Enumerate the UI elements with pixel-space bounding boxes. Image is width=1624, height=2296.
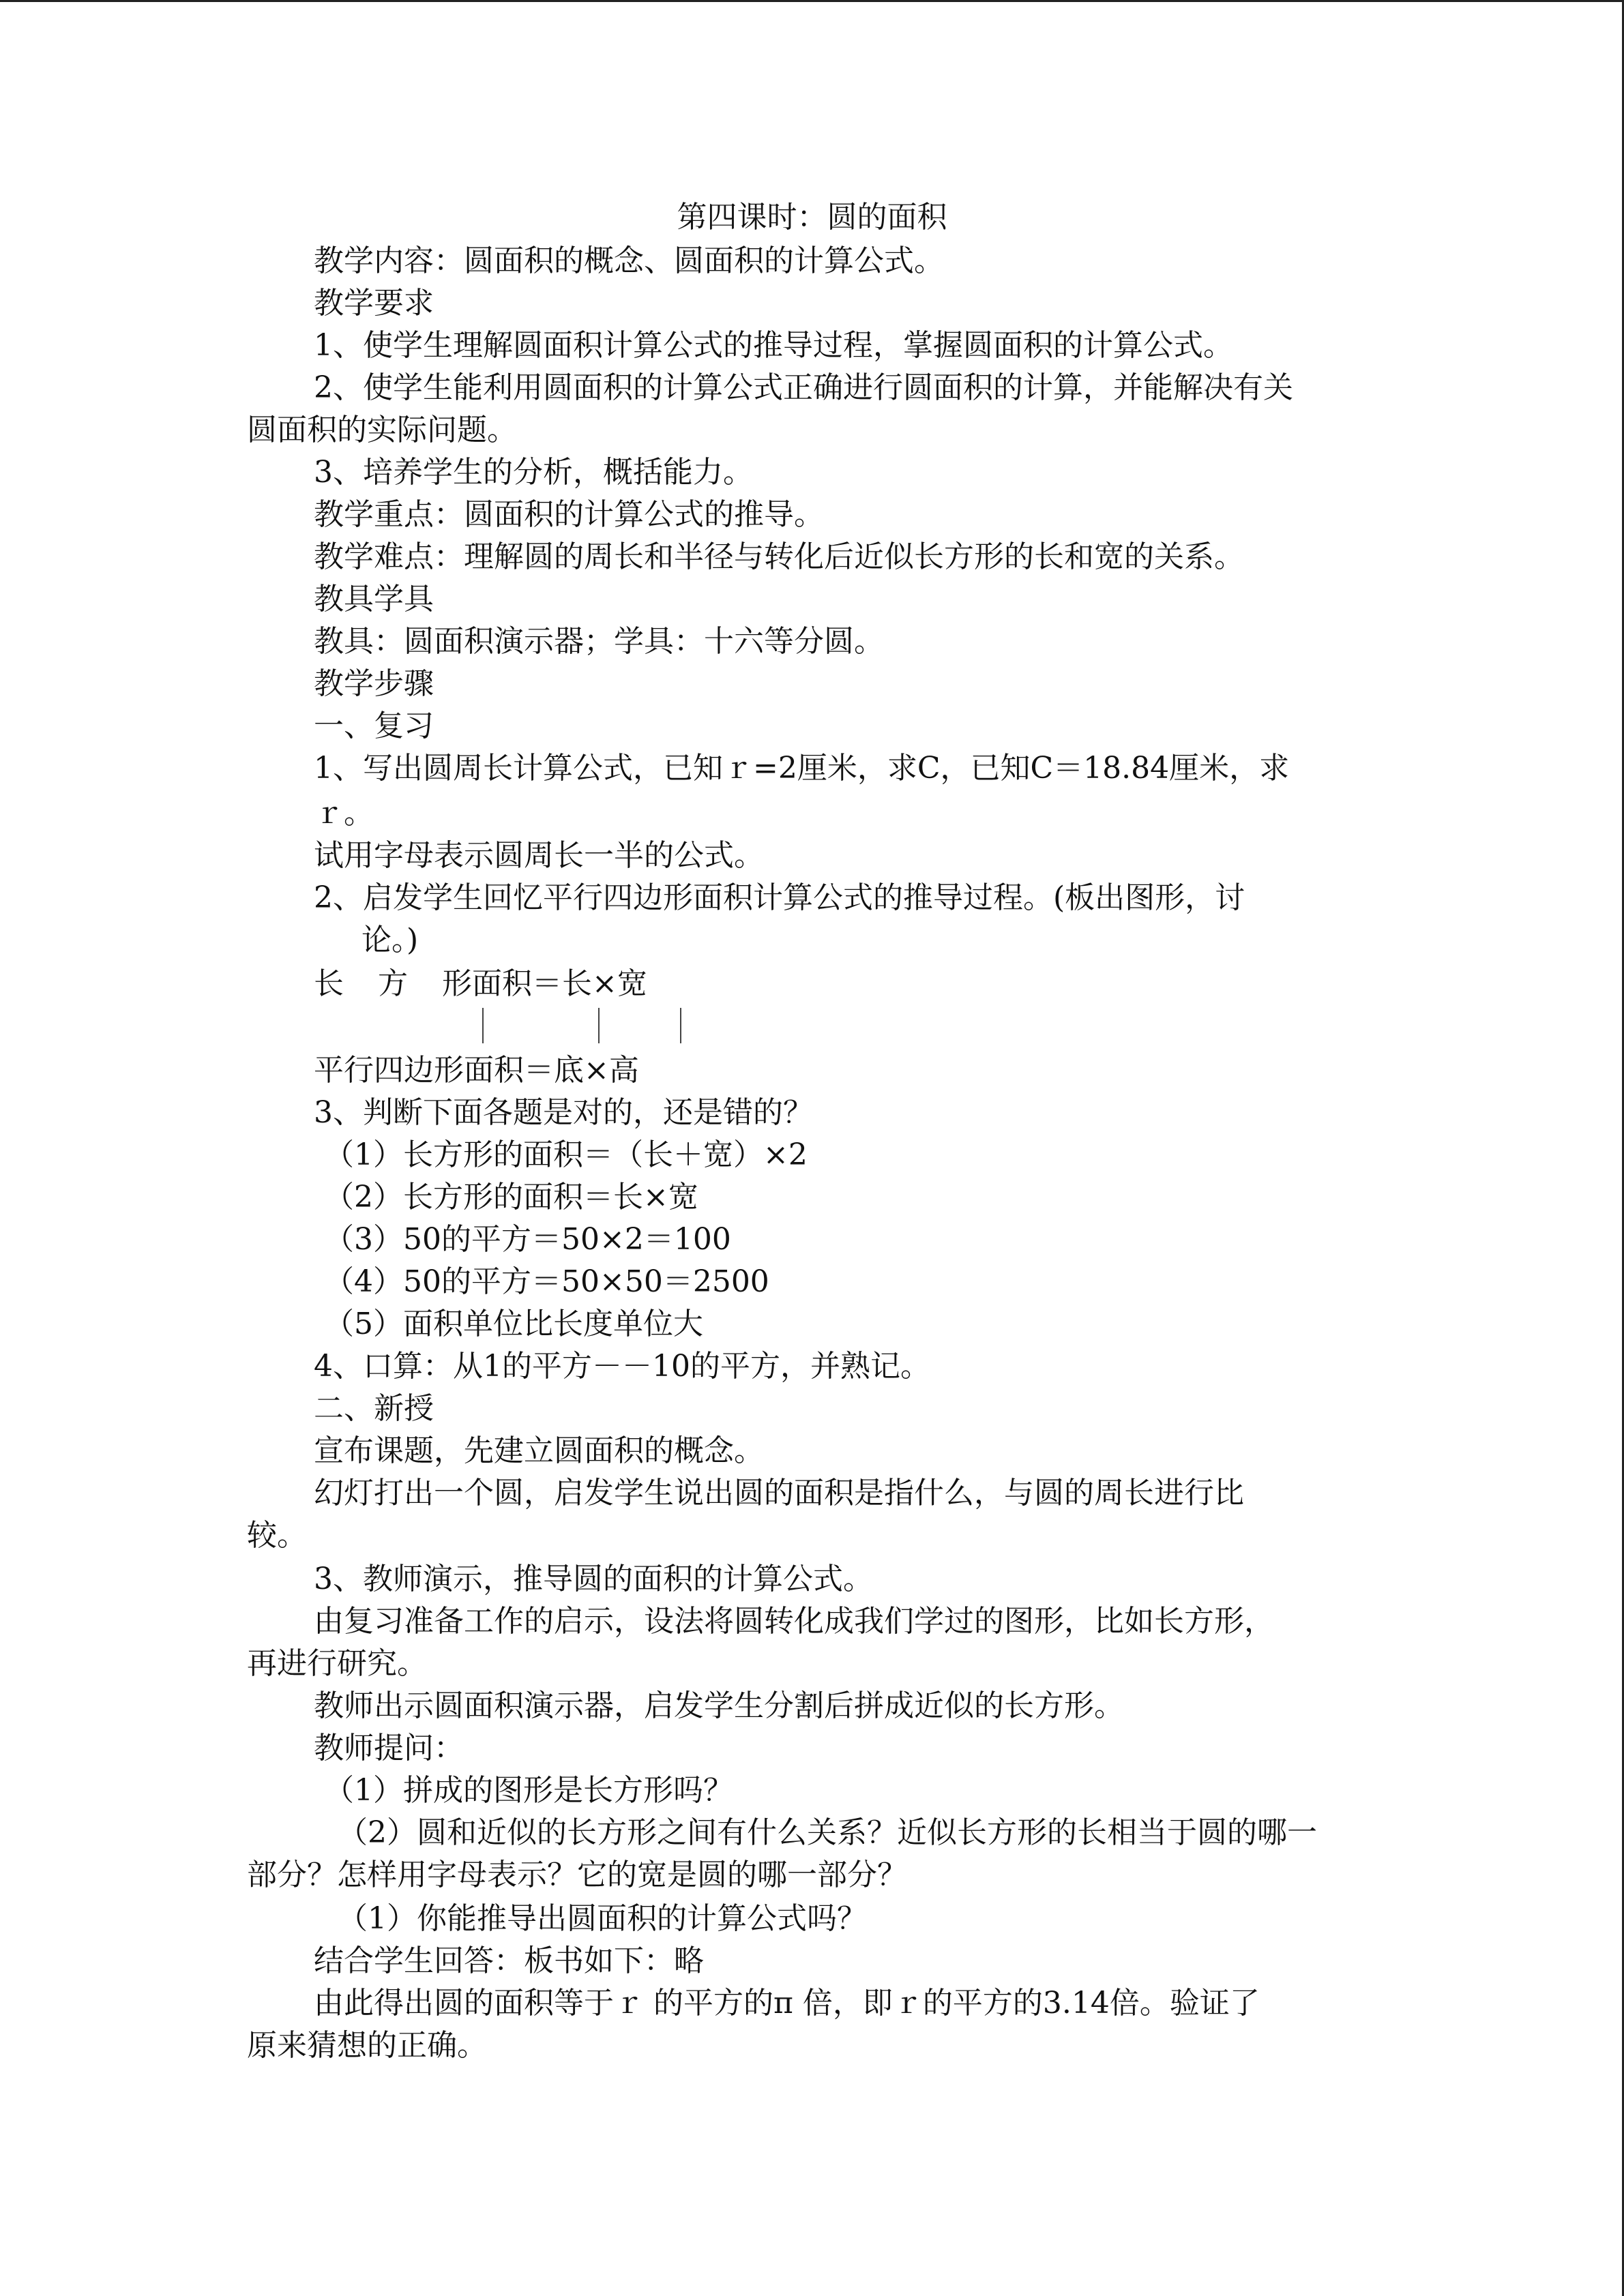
- judge-item-3: （3）50的平方＝50×2＝100: [324, 1222, 731, 1257]
- new-lesson-5: 教师出示圆面积演示器，启发学生分割后拼成近似的长方形。: [314, 1688, 1124, 1723]
- new-lesson-2: 幻灯打出一个圆，启发学生说出圆的面积是指什么，与圆的周长进行比: [314, 1476, 1244, 1510]
- materials-heading: 教具学具: [314, 582, 434, 616]
- requirement-3: 3、培养学生的分析，概括能力。: [314, 455, 753, 490]
- review-2: 2、启发学生回忆平行四边形面积计算公式的推导过程。(板出图形，讨: [314, 880, 1245, 915]
- rectangle-char-2: 方: [378, 966, 408, 1001]
- question-2: （2）圆和近似的长方形之间有什么关系？近似长方形的长相当于圆的哪一: [338, 1815, 1317, 1850]
- requirement-1: 1、使学生理解圆面积计算公式的推导过程，掌握圆面积的计算公式。: [314, 328, 1233, 363]
- new-lesson-1: 宣布课题，先建立圆面积的概念。: [314, 1433, 764, 1468]
- judge-item-4: （4）50的平方＝50×50＝2500: [324, 1264, 769, 1299]
- correspondence-bar: [680, 1008, 681, 1043]
- question-1: （1）拼成的图形是长方形吗？: [324, 1773, 733, 1808]
- steps-heading: 教学步骤: [314, 666, 434, 701]
- key-point: 教学重点：圆面积的计算公式的推导。: [314, 497, 824, 532]
- review-4: 4、口算：从1的平方－－10的平方，并熟记。: [314, 1349, 930, 1384]
- new-lesson-3: 3、教师演示，推导圆的面积的计算公式。: [314, 1562, 873, 1596]
- conclusion: 由此得出圆的面积等于ｒ 的平方的π 倍，即ｒ的平方的3.14倍。验证了: [314, 1986, 1260, 2021]
- student-answer: 结合学生回答：板书如下：略: [314, 1943, 704, 1978]
- judge-item-2: （2）长方形的面积＝长×宽: [324, 1180, 698, 1214]
- judge-item-5: （5）面积单位比长度单位大: [324, 1307, 703, 1341]
- lesson-title: 第四课时：圆的面积: [677, 200, 947, 235]
- new-lesson-2-continued: 较。: [247, 1518, 307, 1553]
- review-formula-half: 试用字母表示圆周长一半的公式。: [314, 838, 764, 873]
- review-1-continued: ｒ。: [314, 796, 374, 831]
- question-3: （1）你能推导出圆面积的计算公式吗？: [338, 1901, 867, 1936]
- requirement-2: 2、使学生能利用圆面积的计算公式正确进行圆面积的计算，并能解决有关: [314, 370, 1293, 405]
- conclusion-continued: 原来猜想的正确。: [247, 2028, 487, 2063]
- rectangle-char-1: 长: [314, 966, 344, 1001]
- review-1: 1、写出圆周长计算公式，已知ｒ=2厘米，求C，已知C＝18.84厘米，求: [314, 751, 1290, 786]
- teaching-content: 教学内容：圆面积的概念、圆面积的计算公式。: [314, 243, 944, 278]
- correspondence-bar: [482, 1008, 484, 1043]
- review-2-continued: 论。): [361, 923, 419, 957]
- rectangle-formula-rest: 形面积＝长×宽: [442, 966, 647, 1001]
- section-new-lesson: 二、新授: [314, 1391, 434, 1426]
- parallelogram-area-formula: 平行四边形面积＝底×高: [314, 1053, 639, 1088]
- judge-item-1: （1）长方形的面积＝（长＋宽）×2: [324, 1137, 808, 1172]
- requirements-heading: 教学要求: [314, 286, 434, 320]
- rectangle-area-formula: [314, 964, 647, 1004]
- new-lesson-4-continued: 再进行研究。: [247, 1646, 427, 1681]
- new-lesson-4: 由复习准备工作的启示，设法将圆转化成我们学过的图形，比如长方形，: [314, 1604, 1274, 1639]
- question-2-continued: 部分？怎样用字母表示？它的宽是圆的哪一部分？: [247, 1858, 907, 1892]
- requirement-2-continued: 圆面积的实际问题。: [247, 413, 517, 447]
- difficulty: 教学难点：理解圆的周长和半径与转化后近似长方形的长和宽的关系。: [314, 539, 1244, 574]
- section-review: 一、复习: [314, 709, 434, 743]
- review-3: 3、判断下面各题是对的，还是错的？: [314, 1095, 813, 1130]
- teacher-questions-heading: 教师提问：: [314, 1731, 464, 1765]
- correspondence-bar: [598, 1008, 600, 1043]
- materials: 教具：圆面积演示器；学具：十六等分圆。: [314, 624, 884, 659]
